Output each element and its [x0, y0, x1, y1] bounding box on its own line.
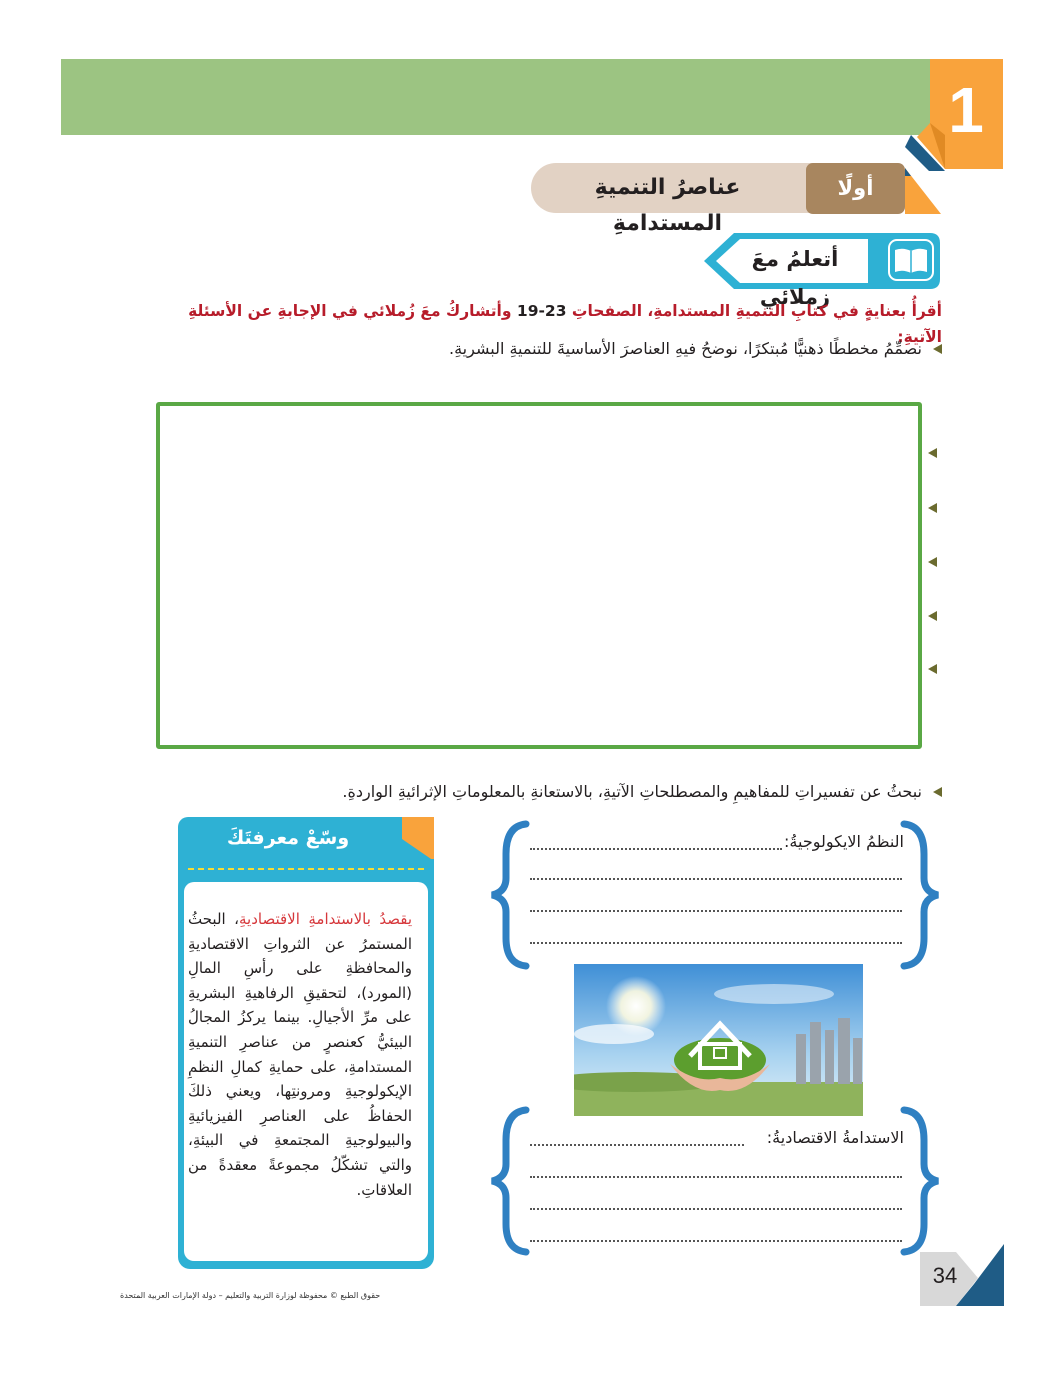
know-more-title: وسّعْ معرفتَكَ [226, 827, 350, 849]
copyright-footer: حقوق الطبع © محفوظة لوزارة التربية والتعليم – دولة الإمارات العربية المتحدة [120, 1291, 381, 1300]
left-brace-icon [486, 820, 532, 970]
unit-number: 1 [948, 74, 984, 146]
learn-banner-label: أتعلمُ معَ زملائي [751, 247, 839, 309]
task-2 [150, 779, 942, 805]
header-band [61, 59, 941, 135]
section-title: عناصرُ التنميةِ المستدامةِ [594, 175, 741, 236]
bullet-arrow-icon [928, 557, 937, 567]
section-arrow-icon [905, 168, 943, 214]
answer-line[interactable] [530, 866, 902, 880]
know-more-highlight: يقصدُ بالاستدامةِ الاقتصاديةِ [239, 910, 412, 928]
know-more-text [188, 907, 412, 1202]
bullet-arrow-icon [928, 503, 937, 513]
bullet-arrow-icon [933, 787, 942, 797]
bullet-arrow-icon [928, 448, 937, 458]
bullet-arrow-icon [928, 611, 937, 621]
instruction-part2: وأتشاركُ معَ زُملائي في الإجابةِ عن الأسئلةِ الآتيةِ: [188, 302, 942, 346]
book-icon [887, 238, 935, 282]
answer-line[interactable] [530, 1196, 902, 1210]
term-1-label: النظمُ الايكولوجيةُ: [784, 832, 904, 851]
sustainability-illustration [574, 964, 863, 1116]
bullet-arrow-icon [928, 664, 937, 674]
answer-line[interactable] [530, 1164, 902, 1178]
right-brace-icon [898, 820, 944, 970]
answer-line[interactable] [530, 898, 902, 912]
answer-line[interactable] [530, 930, 902, 944]
instruction-pages: 19-23 [516, 302, 567, 320]
answer-line[interactable] [530, 1228, 902, 1242]
task-1 [150, 336, 942, 362]
term-2-label: الاستدامةُ الاقتصاديةُ: [766, 1128, 904, 1147]
section-badge-label: أولًا [837, 176, 874, 200]
answer-line[interactable] [530, 1132, 744, 1146]
task-1-text: نصمِّمُ مخططًا ذهنيًّا مُبتكرًا، نوضحُ فيهِ العناصرَ الأساسيةَ للتنميةِ البشريةِ. [449, 339, 922, 358]
know-more-divider [188, 868, 424, 870]
know-more-body: ، البحثُ المستمرُ عن الثرواتِ الاقتصاديةِ والمحافظةِ على رأسِ المالِ (المورد)، لتحقيقِ الرفاهيةِ البشريةِ على مرِّ الأجيالِ. بينما يركزُ المجالُ البيئيُّ كعنصرٍ من عناصرِ التنميةِ المستدامةِ، على حمايةِ كمالِ النظمِ الإيكولوجيةِ ومرونتِها، ويعني ذلكَ الحفاظُ على العناصرِ الفيزيائيةِ والبيولوجيةِ المجتمعةِ في البيئةِ، والتي تشكّلُ مجموعةً معقدةً من العلاقاتِ. [188, 910, 412, 1199]
page-number: 34 [932, 1263, 958, 1288]
mind-map-answer-box[interactable] [156, 402, 922, 749]
task-2-text: نبحثُ عن تفسيراتِ للمفاهيمِ والمصطلحاتِ الآتيةِ، بالاستعانةِ بالمعلوماتِ الإثرائيةِ الواردةِ. [342, 782, 922, 801]
left-brace-icon [486, 1106, 532, 1256]
right-brace-icon [898, 1106, 944, 1256]
answer-line[interactable] [530, 836, 782, 850]
bullet-arrow-icon [933, 344, 942, 354]
know-more-corner-icon [402, 817, 436, 861]
instruction-part1: أقرأُ بعنايةٍ في كتابِ التنميةِ المستدامةِ، الصفحاتِ [566, 302, 942, 320]
